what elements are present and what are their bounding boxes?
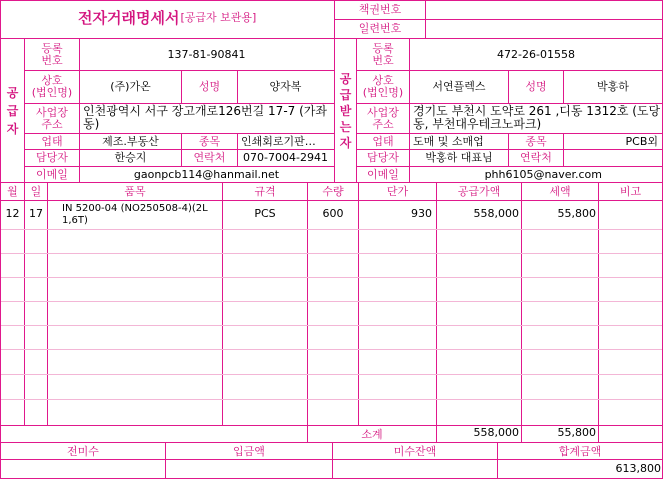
row1-note: [599, 201, 662, 229]
subtotal-supply-amount: 558,000: [473, 425, 519, 439]
col-item-header: 품목: [124, 184, 146, 198]
row1-unit-price: 930: [411, 207, 432, 220]
supplier-reg-no-label: 등록 번호: [41, 41, 63, 67]
rec-v-mid2: [563, 70, 564, 104]
col-line-4: [307, 182, 308, 425]
receiver-address-label: 사업장 주소: [367, 105, 399, 131]
subtotal-tax: 55,800: [557, 425, 596, 439]
rec-v-mid1: [508, 70, 509, 104]
receiver-email: phh6105@naver.com: [484, 167, 602, 181]
footer-v2: [332, 442, 333, 479]
col-line-8: [598, 182, 599, 443]
col-day-header: 일: [30, 184, 42, 198]
document-subtitle: [공급자 보관용]: [180, 11, 257, 24]
row-sep-6: [1, 349, 662, 350]
footer-v1: [165, 442, 166, 479]
receiver-business-type: 도매 및 소매업: [413, 134, 484, 148]
rec-v-mid4: [563, 133, 564, 167]
row-sep-2: [1, 253, 662, 254]
prev-balance-label: 전미수: [67, 444, 99, 458]
rec-v-label: [409, 38, 410, 183]
supplier-company-label: 상호 (법인명): [31, 74, 73, 99]
receiver-contact-label: 연락처: [520, 151, 552, 164]
receiver-business-item: PCB외: [625, 134, 658, 148]
col-line-3: [222, 182, 223, 425]
payment-value: [166, 460, 332, 478]
supplier-manager-label: 담당자: [36, 151, 68, 164]
footer-v3: [497, 442, 498, 479]
rec-h4: [356, 149, 663, 150]
col-tax-header: 세액: [549, 184, 571, 198]
total-label: 합계금액: [558, 444, 602, 458]
sup-h3: [24, 133, 335, 134]
receiver-address: 경기도 부천시 도약로 261 ,디동 1312호 (도당동, 부천대우테크노파크): [413, 104, 661, 131]
col-line-1: [24, 182, 25, 425]
row1-supply-amount: 558,000: [473, 207, 519, 220]
subtotal-label: 소계: [361, 427, 383, 441]
receiver-company: 서연플렉스: [432, 80, 486, 93]
prev-balance-value: [1, 460, 165, 478]
sup-h2: [24, 103, 335, 104]
rec-v-mid3: [508, 133, 509, 167]
row-sep-4: [1, 301, 662, 302]
supplier-business-item-label: 종목: [198, 134, 221, 148]
col-line-7: [521, 182, 522, 443]
subtotal-inner-v: [307, 425, 308, 443]
supplier-address-label: 사업장 주소: [36, 105, 68, 131]
row1-spec: PCS: [254, 207, 276, 220]
border-left: [0, 0, 1, 479]
supplier-business-type-label: 업태: [41, 134, 63, 148]
rec-h2: [356, 103, 663, 104]
book-number-value[interactable]: [426, 1, 662, 19]
serial-number-value[interactable]: [426, 20, 662, 38]
unpaid-label: 미수잔액: [393, 444, 437, 458]
sup-v-mid1: [181, 70, 182, 104]
receiver-email-label: 이메일: [367, 167, 399, 181]
row-sep-8: [1, 399, 662, 400]
supplier-side-label: 공 급 자: [6, 85, 19, 136]
sup-v-side: [24, 38, 25, 183]
sup-h4: [24, 149, 335, 150]
total-value: 613,800: [615, 462, 661, 475]
table-top: [0, 182, 663, 183]
sup-v-mid3: [181, 133, 182, 167]
col-line-2: [47, 182, 48, 425]
sup-v-mid4: [237, 133, 238, 167]
rec-h5: [356, 166, 663, 167]
supplier-reg-no: 137-81-90841: [167, 47, 246, 61]
row-sep-3: [1, 277, 662, 278]
row-sep-1: [1, 229, 662, 230]
supplier-email: gaonpcb114@hanmail.net: [133, 167, 280, 181]
subtotal-top: [0, 425, 663, 426]
header-divider-h1: [334, 19, 663, 20]
supplier-address: 인천광역시 서구 장고개로126번길 17-7 (가좌동): [83, 104, 327, 131]
row1-day: 17: [29, 207, 43, 220]
receiver-side-label: 공 급 받 는 자: [339, 71, 352, 150]
supplier-business-item: 인쇄회로기판…: [241, 134, 316, 148]
col-spec-header: 규격: [254, 184, 276, 198]
border-top: [0, 0, 663, 1]
document-title: 전자거래명세서 [공급자 보관용]: [78, 9, 257, 27]
supplier-manager: 한승지: [114, 151, 147, 164]
receiver-business-item-label: 종목: [525, 134, 547, 148]
receiver-manager: 박홍하 대표님: [425, 151, 493, 164]
sup-h5: [24, 166, 335, 167]
header-divider-v1: [334, 0, 335, 183]
payment-label: 입금액: [233, 444, 265, 458]
receiver-name: 박홍하: [597, 80, 629, 93]
col-note-header: 비고: [619, 184, 642, 198]
col-qty-header: 수량: [322, 184, 344, 198]
supplier-contact-label: 연락처: [193, 151, 226, 164]
col-unit-price-header: 단가: [386, 184, 409, 198]
row1-month: 12: [5, 207, 20, 220]
serial-number-label: 일련번호: [358, 22, 402, 35]
row-sep-7: [1, 374, 662, 375]
row1-item: IN 5200-04 (NO250508-4)(2L 1,6T): [62, 203, 208, 226]
row1-qty: 600: [322, 207, 344, 220]
rec-h1: [356, 70, 663, 71]
col-supply-amount-header: 공급가액: [457, 184, 501, 198]
unpaid-value: [333, 460, 497, 478]
row-sep-5: [1, 325, 662, 326]
rec-h3: [356, 133, 663, 134]
supplier-email-label: 이메일: [36, 167, 68, 181]
sup-v-label: [79, 38, 80, 183]
receiver-manager-label: 담당자: [367, 151, 399, 164]
supplier-name: 양자복: [269, 80, 302, 93]
rec-v-side: [356, 38, 357, 183]
supplier-contact: 070-7004-2941: [243, 151, 328, 164]
receiver-reg-no: 472-26-01558: [497, 47, 575, 61]
sup-v-mid2: [237, 70, 238, 104]
receiver-reg-no-label: 등록 번호: [372, 41, 394, 67]
supplier-name-label: 성명: [198, 80, 221, 93]
col-line-5: [358, 182, 359, 425]
row1-tax: 55,800: [557, 207, 596, 220]
col-month-header: 월: [7, 184, 18, 198]
col-line-6: [436, 182, 437, 443]
supplier-business-type: 제조.부동산: [102, 134, 159, 148]
supplier-company: (주)가온: [110, 80, 151, 93]
receiver-contact: [564, 150, 662, 166]
book-number-label: 책권번호: [358, 3, 402, 16]
header-divider-h2: [0, 38, 663, 39]
table-header-bottom: [0, 200, 663, 201]
sup-h1: [24, 70, 335, 71]
receiver-business-type-label: 업태: [372, 134, 394, 148]
receiver-company-label: 상호 (법인명): [362, 74, 404, 99]
receiver-name-label: 성명: [525, 80, 547, 93]
